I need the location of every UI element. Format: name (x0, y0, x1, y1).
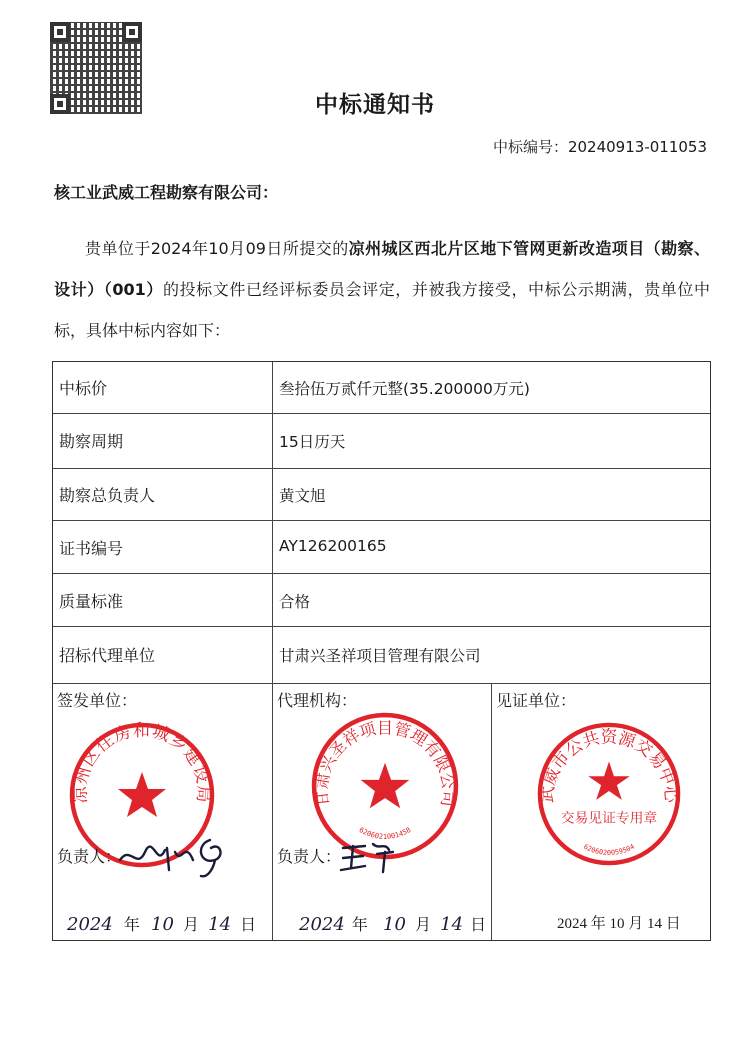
agency-date-year-hw: 2024 (299, 914, 345, 935)
row-label: 勘察周期 (59, 432, 124, 451)
issuer-date-year: 年 (123, 915, 140, 934)
witness-seal-code: 6206020059504 (582, 842, 636, 857)
agency-date-year: 年 (351, 915, 368, 934)
column-divider (491, 684, 492, 940)
agency-responsible-label: 负责人： (277, 847, 342, 866)
issuer-date-month-hw: 10 (151, 914, 174, 935)
table-row (53, 574, 710, 627)
column-divider (272, 684, 273, 940)
addressee: 核工业武威工程勘察有限公司： (54, 183, 279, 202)
agency-date-day-hw: 14 (440, 914, 464, 935)
row-value: AY126200165 (279, 537, 387, 555)
witness-seal-sub: 交易见证专用章 (560, 810, 658, 827)
issuer-date (67, 912, 256, 935)
document-title: 中标通知书 (315, 92, 435, 118)
agency-date (299, 912, 486, 935)
row-value: 15日历天 (279, 433, 346, 451)
issuer-date-day: 日 (240, 915, 257, 934)
body-prefix: 贵单位于2024年10月09日所提交的 (85, 239, 349, 258)
svg-text:6206020059504 (582, 843, 636, 857)
body-suffix: 的投标文件已经评标委员会评定，并被我方接受，中标公示期满，贵单位中标，具体中标内容如下： (54, 280, 710, 340)
agency-signature (339, 836, 399, 876)
row-value: 黄文旭 (279, 487, 326, 505)
agency-date-month-hw: 10 (383, 914, 406, 935)
issuer-seal-text: 凉州区住房和城乡建设局 (70, 720, 214, 804)
issuer-date-day-hw: 14 (208, 914, 232, 935)
witness-seal (535, 720, 683, 868)
table-row (53, 521, 710, 574)
issuer-date-month: 月 (183, 915, 200, 934)
issuer-signature (115, 830, 235, 880)
bid-number: 中标编号：20240913-011053 (492, 138, 707, 156)
table-row (53, 414, 710, 469)
row-label: 证书编号 (59, 539, 124, 558)
agency-date-day: 日 (470, 915, 487, 934)
row-value: 甘肃兴圣祥项目管理有限公司 (279, 647, 481, 665)
row-label: 招标代理单位 (59, 646, 156, 665)
agency-date-month: 月 (415, 915, 432, 934)
issuer-label: 签发单位： (57, 691, 138, 710)
row-value: 合格 (279, 593, 311, 611)
agency-seal-code: 6206021001458 (357, 825, 413, 841)
column-divider (272, 362, 273, 684)
witness-seal-text: 武威市公共资源交易中心 (536, 726, 682, 804)
row-value: 叁拾伍万贰仟元整(35.200000万元) (279, 380, 530, 398)
table-row (53, 469, 710, 521)
agency-label: 代理机构： (277, 691, 358, 710)
row-label: 中标价 (59, 379, 108, 398)
table-row (53, 627, 710, 684)
table-row (53, 362, 710, 414)
row-label: 勘察总负责人 (59, 486, 156, 505)
witness-date: 2024 年 10 月 14 日 (557, 916, 681, 932)
witness-label: 见证单位： (496, 691, 577, 710)
issuer-responsible-label: 负责人： (57, 847, 122, 866)
row-label: 质量标准 (59, 592, 124, 611)
issuer-date-year-hw: 2024 (67, 914, 113, 935)
award-table (52, 361, 711, 941)
project-name: 凉州城区西北片区地下管网更新改造项目（勘察、设计）（001） (54, 239, 710, 299)
letter-body (54, 228, 710, 351)
agency-seal-text: 甘肃兴圣祥项目管理有限公司 (311, 718, 459, 808)
